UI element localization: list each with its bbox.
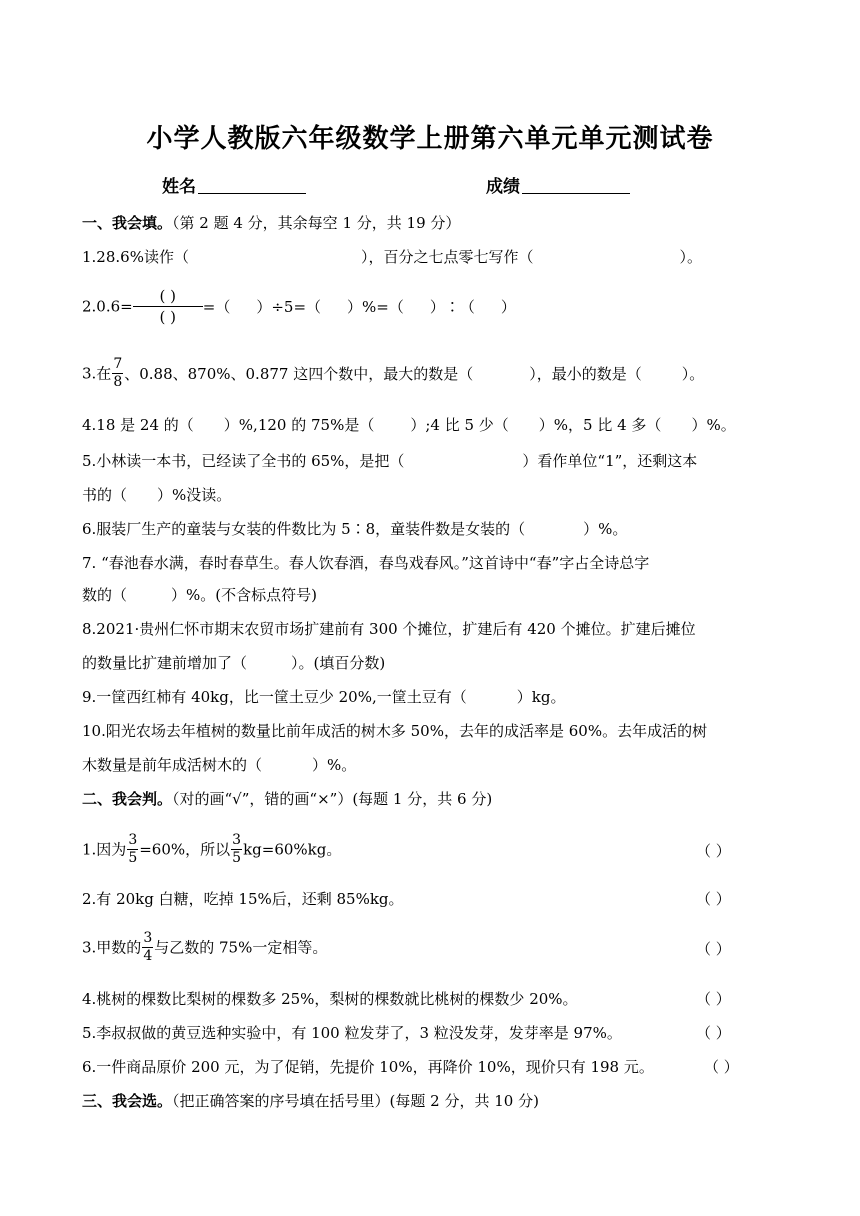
s1-question-8-cont: 的数量比扩建前增加了（ ）。(填百分数) bbox=[82, 654, 386, 672]
fraction-3-4: $\frac{3}{4}$ bbox=[143, 930, 153, 964]
s1-question-4: 4.18 是 24 的（ ）%,120 的 75%是（ ）;4 比 5 少（ ）%，5 比 4 多（ ）%。 bbox=[82, 416, 736, 434]
s1-question-5: 5.小林读一本书，已经读了全书的 65%，是把（ ）看作单位“1”，还剩这本 bbox=[82, 452, 698, 470]
s1-question-10: 10.阳光农场去年植树的数量比前年成活的树木多 50%，去年的成活率是 60%。去年成活的树 bbox=[82, 722, 708, 740]
section2-heading: 二、我会判。（对的画“√”，错的画“×”）(每题 1 分，共 6 分) bbox=[82, 790, 493, 808]
s2-question-5: 5.李叔叔做的黄豆选种实验中，有 100 粒发芽了，3 粒没发芽，发芽率是 97%。 bbox=[82, 1024, 622, 1042]
s1-question-7-cont: 数的（ ）%。(不含标点符号) bbox=[82, 586, 317, 604]
s1-question-2: 2.0.6= $\frac{( )}{( )}$ =（ ）÷5=（ ）%=（ ）∶（ ） bbox=[82, 287, 516, 326]
answer-paren-2[interactable]: （ ） bbox=[696, 890, 731, 908]
answer-paren-1[interactable]: （ ） bbox=[696, 842, 731, 860]
section3-heading: 三、我会选。（把正确答案的序号填在括号里）(每题 2 分，共 10 分) bbox=[82, 1092, 539, 1110]
s1-question-3: 3.在 $\frac{7}{8}$ 、0.88、870%、0.877 这四个数中，最大的数是（ ），最小的数是（ ）。 bbox=[82, 356, 705, 390]
score-field bbox=[486, 172, 630, 197]
s2-question-1: 1.因为 $\frac{3}{5}$ =60%，所以 $\frac{3}{5}$ kg=60%kg。 bbox=[82, 832, 342, 866]
fraction-7-8: $\frac{7}{8}$ bbox=[113, 356, 123, 390]
section1-heading: 一、我会填。（第 2 题 4 分，其余每空 1 分，共 19 分） bbox=[82, 214, 461, 232]
s2-question-4: 4.桃树的棵数比梨树的棵数多 25%，梨树的棵数就比桃树的棵数少 20%。 bbox=[82, 990, 578, 1008]
name-label: 姓名 bbox=[162, 177, 196, 197]
page-title: 小学人教版六年级数学上册第六单元单元测试卷 bbox=[146, 124, 714, 154]
fraction-3-5-b: $\frac{3}{5}$ bbox=[232, 832, 242, 866]
name-blank[interactable] bbox=[198, 177, 306, 194]
s1-question-10-cont: 木数量是前年成活树木的（ ）%。 bbox=[82, 756, 357, 774]
score-label: 成绩 bbox=[486, 177, 520, 197]
name-field bbox=[162, 172, 306, 197]
s2-question-3: 3.甲数的 $\frac{3}{4}$ 与乙数的 75%一定相等。 bbox=[82, 930, 328, 964]
s2-question-2: 2.有 20kg 白糖，吃掉 15%后，还剩 85%kg。 bbox=[82, 890, 404, 908]
s1-question-8: 8.2021·贵州仁怀市期末农贸市场扩建前有 300 个摊位，扩建后有 420 个摊位。扩建后摊位 bbox=[82, 620, 696, 638]
s1-question-6: 6.服装厂生产的童装与女装的件数比为 5∶8，童装件数是女装的（ ）%。 bbox=[82, 520, 628, 538]
answer-paren-4[interactable]: （ ） bbox=[696, 990, 731, 1008]
fraction-3-5: $\frac{3}{5}$ bbox=[128, 832, 138, 866]
s2-question-6: 6.一件商品原价 200 元，为了促销，先提价 10%，再降价 10%，现价只有 198 元。 bbox=[82, 1058, 654, 1076]
score-blank[interactable] bbox=[522, 177, 630, 194]
s1-question-1: 1.28.6%读作（ ），百分之七点零七写作（ ）。 bbox=[82, 248, 702, 266]
s1-question-5-cont: 书的（ ）%没读。 bbox=[82, 486, 232, 504]
s1-question-7: 7. “春池春水满，春时春草生。春人饮春酒，春鸟戏春风。”这首诗中“春”字占全诗总字 bbox=[82, 554, 650, 572]
answer-paren-3[interactable]: （ ） bbox=[696, 940, 731, 958]
s1-question-9: 9.一筐西红柿有 40kg，比一筐土豆少 20%,一筐土豆有（ ）kg。 bbox=[82, 688, 566, 706]
answer-paren-6[interactable]: （ ） bbox=[704, 1058, 739, 1076]
answer-paren-5[interactable]: （ ） bbox=[696, 1024, 731, 1042]
fraction-blank: $\frac{( )}{( )}$ bbox=[133, 286, 203, 327]
